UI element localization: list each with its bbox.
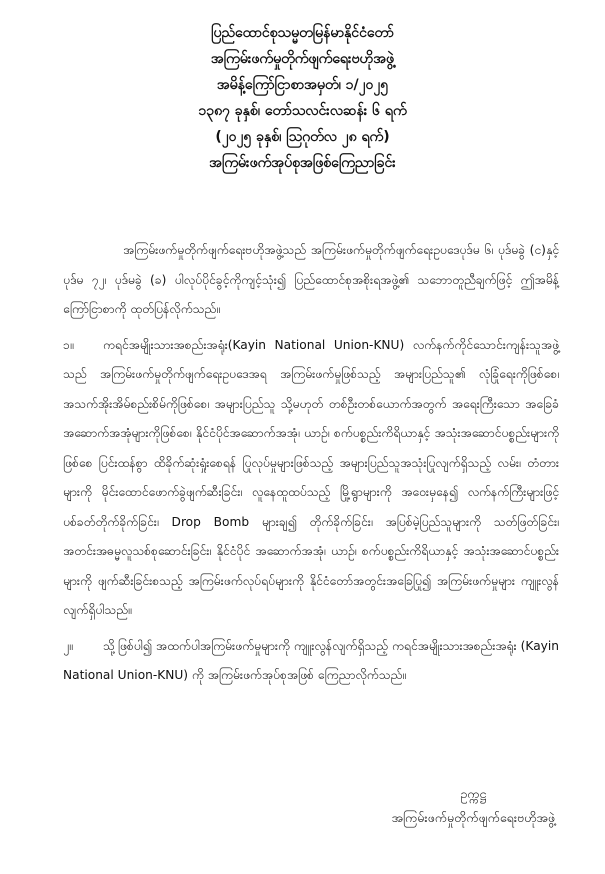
document-body [63,236,559,697]
document-header [0,20,605,176]
paragraph-1-text: ကရင်အမျိုးသားအစည်းအရုံး(Kayin National Union-KNU) လက်နက်ကိုင်သောင်းကျန်းသူအဖွဲ့သည် အကြမ်းဖက်မှုတိုက်ဖျက်ရေးဥပဒေအရ အကြမ်းဖက်မှုဖြစ်သည့် အများပြည်သူ၏ လုံခြုံရေးကိုဖြစ်စေ၊ အသက်အိုးအိမ်စည်းစိမ်ကိုဖြစ်စေ၊ အများပြည်သူ သို့မဟုတ် တစ်ဦးတစ်ယောက်အတွက် အရေးကြီးသော အခြေခံအဆောက်အအုံများကိုဖြစ်စေ၊ နိုင်ငံပိုင်အဆောက်အအုံ၊ ယာဉ်၊ စက်ပစ္စည်းကိရိယာနှင့် အသုံးအဆောင်ပစ္စည်းများကိုဖြစ်စေ ပြင်းထန်စွာ ထိခိုက်ဆုံးရှုံးစေရန် ပြုလုပ်မှုများဖြစ်သည့် အများပြည်သူအသုံးပြုလျက်ရှိသည့် လမ်း၊ တံတားများကို မိုင်းထောင်ဖောက်ခွဲဖျက်ဆီးခြင်း၊ လူနေထူထပ်သည့် မြို့ရွာများကို အဝေးမှနေ၍ လက်နက်ကြီးများဖြင့် ပစ်ခတ်တိုက်ခိုက်ခြင်း၊ Drop Bomb များချ၍ တိုက်ခိုက်ခြင်း၊ အပြစ်မဲ့ပြည်သူများကို သတ်ဖြတ်ခြင်း၊ အတင်းအဓမ္မလူသစ်စုဆောင်းခြင်း၊ နိုင်ငံပိုင် အဆောက်အအုံ၊ ယာဉ်၊ စက်ပစ္စည်းကိရိယာနှင့် အသုံးအဆောင်ပစ္စည်းများကို ဖျက်ဆီးခြင်းစသည့် အကြမ်းဖက်လုပ်ရပ်များကို နိုင်ငံတော်အတွင်းအခြေပြု၍ အကြမ်းဖက်မှုများ ကျူးလွန်လျက်ရှိပါသည်။ [63,337,559,617]
paragraph-1-number: ၁။ [63,337,74,352]
header-committee: အကြမ်းဖက်မှုတိုက်ဖျက်ရေးဗဟိုအဖွဲ့ [210,51,395,67]
signature-organization: အကြမ်းဖက်မှုတိုက်ဖျက်ရေးဗဟိုအဖွဲ့ [391,810,555,825]
signature-title: ဥက္ကဋ္ဌ [460,786,487,801]
paragraph-2 [63,632,559,691]
header-country: ပြည်ထောင်စုသမ္မတမြန်မာနိုင်ငံတော် [211,25,394,41]
header-myanmar-date: ၁၃၈၇ ခုနှစ်၊ တော်သလင်းလဆန်း ၆ ရက် [198,103,407,119]
signature-block [391,782,555,830]
paragraph-2-number: ၂။ [63,638,73,653]
paragraph-1 [63,331,559,626]
header-gregorian-date: (၂၀၂၅ ခုနှစ်၊ ဩဂုတ်လ ၂၈ ရက်) [215,129,390,145]
header-order-number: အမိန့်ကြော်ငြာစာအမှတ်၊ ၁/၂၀၂၅ [216,77,389,93]
header-subject: အကြမ်းဖက်အုပ်စုအဖြစ်ကြေညာခြင်း [209,155,396,171]
intro-paragraph: အကြမ်းဖက်မှုတိုက်ဖျက်ရေးဗဟိုအဖွဲ့သည် အကြမ်းဖက်မှုတိုက်ဖျက်ရေးဥပဒေပုဒ်မ ၆၊ ပုဒ်မခွဲ (င)နှင့် ပုဒ်မ ၇၂၊ ပုဒ်မခွဲ (ခ) ပါလုပ်ပိုင်ခွင့်ကိုကျင့်သုံး၍ ပြည်ထောင်စုအစိုးရအဖွဲ့၏ သဘောတူညီချက်ဖြင့် ဤအမိန့်ကြော်ငြာစာကို ထုတ်ပြန်လိုက်သည်။ [63,243,559,316]
paragraph-2-text: သို့ဖြစ်ပါ၍ အထက်ပါအကြမ်းဖက်မှုများကို ကျူးလွန်လျက်ရှိသည့် ကရင်အမျိုးသားအစည်းအရုံး (Kayin National Union-KNU) ကို အကြမ်းဖက်အုပ်စုအဖြစ် ကြေညာလိုက်သည်။ [63,638,559,682]
